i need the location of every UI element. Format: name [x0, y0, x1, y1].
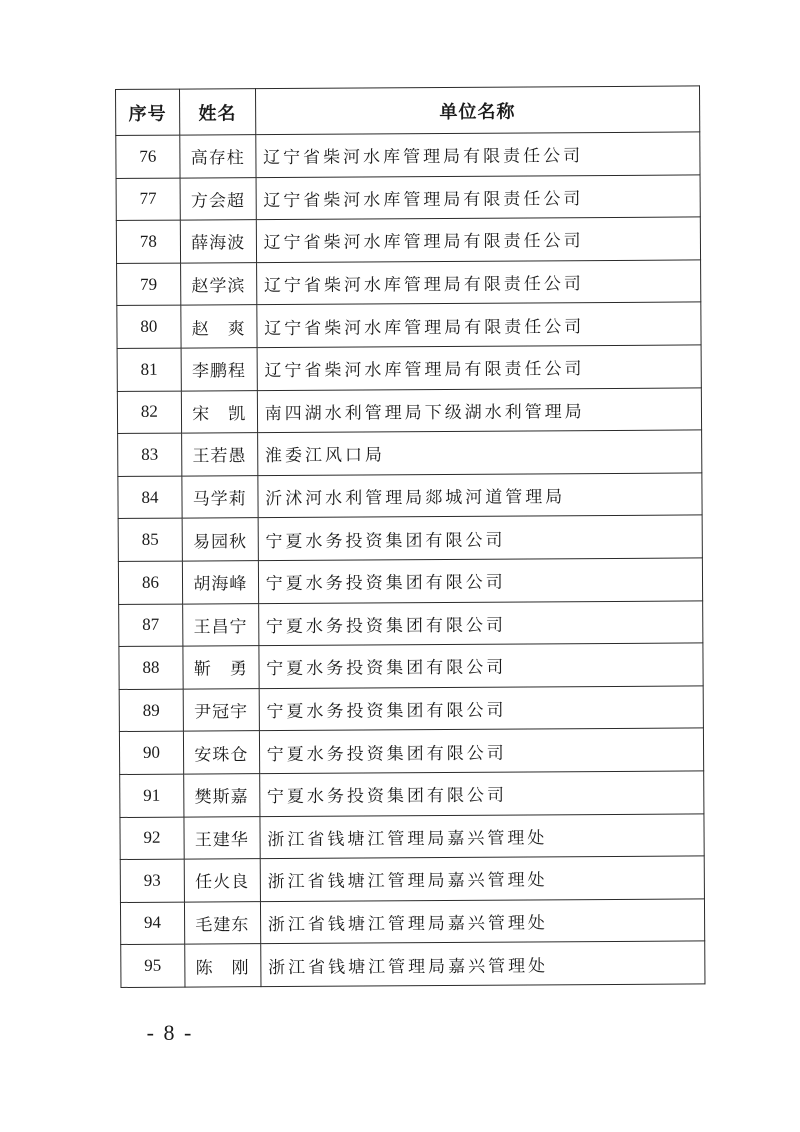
- row-unit-name: 浙江省钱塘江管理局嘉兴管理处: [260, 899, 705, 944]
- table-row: [118, 558, 702, 604]
- row-serial-number: 92: [120, 817, 184, 860]
- row-unit-name: 辽宁省柴河水库管理局有限责任公司: [255, 132, 700, 177]
- roster-table: [115, 85, 705, 987]
- row-serial-number: 88: [119, 646, 183, 689]
- table-row: [119, 643, 703, 689]
- row-unit-name: 宁夏水务投资集团有限公司: [258, 600, 703, 645]
- row-serial-number: 95: [121, 944, 185, 987]
- row-person-name: 陈 刚: [185, 944, 261, 987]
- row-person-name: 马学莉: [182, 475, 258, 518]
- row-serial-number: 76: [116, 135, 180, 178]
- row-serial-number: 78: [116, 220, 180, 263]
- row-person-name: 易园秋: [182, 518, 258, 561]
- row-serial-number: 90: [119, 731, 183, 774]
- table-row: [116, 132, 700, 178]
- page-number: - 8 -: [146, 1020, 194, 1045]
- row-unit-name: 浙江省钱塘江管理局嘉兴管理处: [260, 941, 705, 986]
- row-serial-number: 82: [117, 391, 181, 434]
- table-row: [116, 217, 700, 263]
- row-unit-name: 辽宁省柴河水库管理局有限责任公司: [256, 260, 701, 305]
- row-person-name: 靳 勇: [183, 646, 259, 689]
- row-person-name: 高存柱: [180, 135, 256, 178]
- row-person-name: 王昌宁: [182, 603, 258, 646]
- table-row: [117, 387, 701, 433]
- row-serial-number: 84: [118, 476, 182, 519]
- row-unit-name: 浙江省钱塘江管理局嘉兴管理处: [260, 813, 705, 858]
- row-serial-number: 93: [120, 859, 184, 902]
- table-row: [121, 941, 705, 987]
- row-serial-number: 91: [120, 774, 184, 817]
- row-serial-number: 85: [118, 518, 182, 561]
- table-row: [119, 728, 703, 774]
- row-unit-name: 辽宁省柴河水库管理局有限责任公司: [257, 345, 702, 390]
- table-row: [117, 345, 701, 391]
- header-unit-name: 单位名称: [255, 86, 700, 135]
- row-unit-name: 南四湖水利管理局下级湖水利管理局: [257, 387, 702, 432]
- row-unit-name: 浙江省钱塘江管理局嘉兴管理处: [260, 856, 705, 901]
- row-person-name: 安珠仓: [183, 731, 259, 774]
- row-serial-number: 79: [117, 263, 181, 306]
- row-person-name: 任火良: [184, 859, 260, 902]
- row-serial-number: 81: [117, 348, 181, 391]
- row-unit-name: 宁夏水务投资集团有限公司: [259, 728, 704, 773]
- row-person-name: 尹冠宇: [183, 688, 259, 731]
- row-person-name: 薛海波: [180, 220, 256, 263]
- row-unit-name: 宁夏水务投资集团有限公司: [258, 558, 703, 603]
- row-person-name: 宋 凯: [181, 390, 257, 433]
- row-serial-number: 89: [119, 689, 183, 732]
- row-person-name: 方会超: [180, 177, 256, 220]
- table-row: [116, 175, 700, 221]
- table-header-row: [116, 86, 700, 136]
- row-unit-name: 宁夏水务投资集团有限公司: [258, 515, 703, 560]
- row-person-name: 胡海峰: [182, 561, 258, 604]
- row-unit-name: 辽宁省柴河水库管理局有限责任公司: [256, 217, 701, 262]
- header-name: 姓名: [179, 89, 255, 135]
- row-serial-number: 87: [119, 604, 183, 647]
- table-row: [120, 899, 704, 945]
- row-person-name: 赵学滨: [180, 262, 256, 305]
- row-serial-number: 83: [118, 433, 182, 476]
- row-serial-number: 80: [117, 305, 181, 348]
- table-row: [120, 813, 704, 859]
- row-unit-name: 淮委江风口局: [257, 430, 702, 475]
- row-serial-number: 94: [120, 902, 184, 945]
- row-person-name: 赵 爽: [181, 305, 257, 348]
- row-unit-name: 辽宁省柴河水库管理局有限责任公司: [256, 175, 701, 220]
- row-unit-name: 宁夏水务投资集团有限公司: [259, 643, 704, 688]
- table-row: [118, 473, 702, 519]
- header-serial-number: 序号: [116, 89, 180, 135]
- table-row: [120, 771, 704, 817]
- row-person-name: 王若愚: [181, 433, 257, 476]
- row-unit-name: 沂沭河水利管理局郯城河道管理局: [258, 473, 703, 518]
- row-person-name: 樊斯嘉: [184, 774, 260, 817]
- table-body: [116, 132, 705, 987]
- row-unit-name: 辽宁省柴河水库管理局有限责任公司: [257, 302, 702, 347]
- table-row: [118, 515, 702, 561]
- row-person-name: 李鹏程: [181, 348, 257, 391]
- table-row: [119, 600, 703, 646]
- row-person-name: 王建华: [184, 816, 260, 859]
- table-row: [120, 856, 704, 902]
- row-unit-name: 宁夏水务投资集团有限公司: [259, 686, 704, 731]
- table-row: [119, 686, 703, 732]
- row-serial-number: 86: [118, 561, 182, 604]
- row-serial-number: 77: [116, 178, 180, 221]
- table-row: [117, 302, 701, 348]
- row-person-name: 毛建东: [184, 901, 260, 944]
- table-row: [118, 430, 702, 476]
- row-unit-name: 宁夏水务投资集团有限公司: [259, 771, 704, 816]
- table-row: [117, 260, 701, 306]
